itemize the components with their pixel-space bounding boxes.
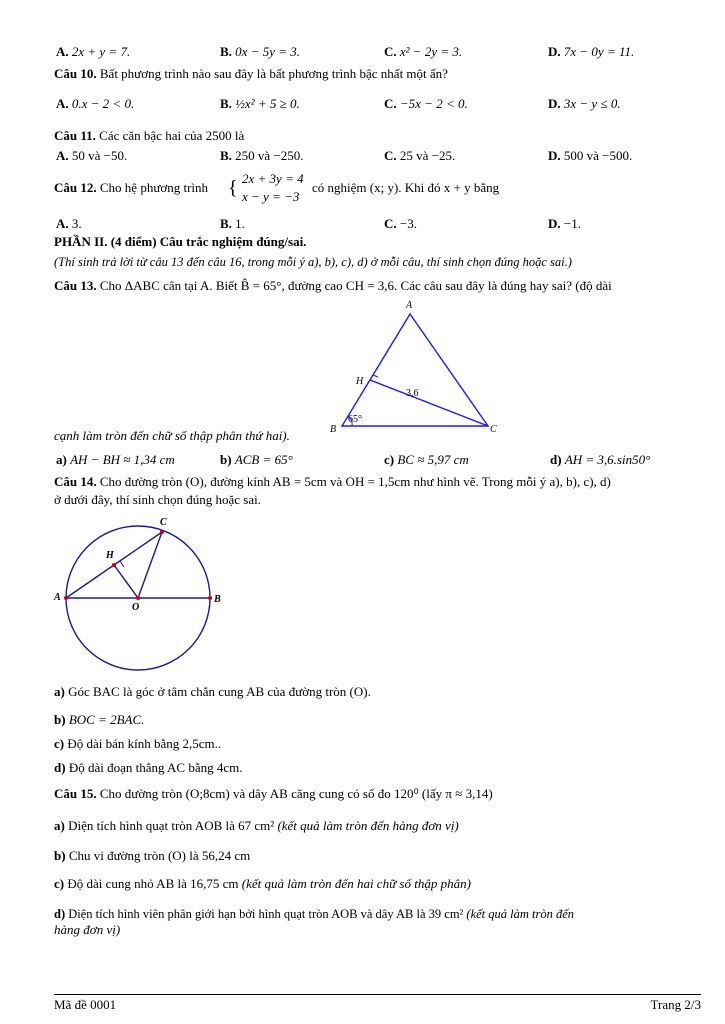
q13-item-a: a) AH − BH ≈ 1,34 cm (56, 452, 175, 467)
page-footer (54, 994, 701, 1015)
point-o (136, 596, 140, 600)
q14-item-a: a) Góc BAC là góc ở tâm chắn cung AB của đường tròn (O). (54, 684, 371, 699)
label-c: C (160, 517, 167, 528)
point-c (160, 530, 164, 534)
q14-circle-figure (50, 514, 230, 674)
q12-eq2: x − y = −3 (242, 189, 300, 204)
angle-label: 65° (348, 414, 362, 425)
label-o: O (132, 602, 140, 613)
q15-item-a: a) Diện tích hình quạt tròn AOB là 67 cm² (kết quả làm tròn đến hàng đơn vị) (54, 818, 459, 833)
q10-option-d: D. 3x − y ≤ 0. (548, 96, 621, 111)
q13-item-c: c) BC ≈ 5,97 cm (384, 452, 469, 467)
q12-system (242, 170, 304, 206)
q15-item-c: c) Độ dài cung nhỏ AB là 16,75 cm (kết quả làm tròn đến hai chữ số thập phân) (54, 876, 471, 891)
q13-stem-cont: cạnh làm tròn đến chữ số thập phân thứ hai). (54, 428, 290, 443)
q9-option-a: A. 2x + y = 7. (56, 44, 131, 59)
q15-item-d: d) Diện tích hình viên phân giới hạn bởi hình quạt tròn AOB và dây AB là 39 cm² (kết quả làm tròn đến (54, 907, 575, 921)
q10-stem: Câu 10. Bất phương trình nào sau đây là bất phương trình bậc nhất một ẩn? (54, 66, 448, 81)
q10-option-a: A. 0.x − 2 < 0. (56, 96, 135, 111)
length-label: 3,6 (406, 388, 419, 399)
q12-option-a: A. 3. (56, 216, 82, 231)
q14-item-b: b) BOC = 2BAC. (54, 712, 145, 727)
label-h: H (106, 550, 114, 561)
q11-stem: Câu 11. Các căn bậc hai của 2500 là (54, 128, 245, 143)
q13-stem: Câu 13. Cho ΔABC cân tại A. Biết B̂ = 65°, đường cao CH = 3,6. Các câu sau đây là đúng hay sai? (độ dài (54, 278, 612, 293)
q10-option-c: C. −5x − 2 < 0. (384, 96, 468, 111)
radius-oc (138, 532, 162, 598)
q13-triangle-figure (320, 296, 520, 446)
label-a: A (406, 300, 413, 311)
q9-option-b: B. 0x − 5y = 3. (220, 44, 301, 59)
q11-option-d: D. 500 và −500. (548, 148, 633, 163)
triangle-abc (342, 314, 488, 426)
q14-stem: Câu 14. Cho đường tròn (O), đường kính AB = 5cm và OH = 1,5cm như hình vẽ. Trong mỗi ý a), b), c), d) (54, 474, 611, 489)
q10-option-b: B. ½x² + 5 ≥ 0. (220, 96, 300, 111)
q15-item-d-cont: hàng đơn vị) (54, 922, 121, 937)
label-h: H (356, 376, 364, 387)
q14-stem-cont: ở dưới đây, thí sinh chọn đúng hoặc sai. (54, 492, 261, 507)
label-b: B (330, 424, 337, 435)
q12-stem: Câu 12. Cho hệ phương trình (54, 180, 209, 195)
label-a: A (54, 592, 61, 603)
q13-item-d: d) AH = 3,6.sin50° (550, 452, 651, 467)
q15-stem: Câu 15. Cho đường tròn (O;8cm) và dây AB căng cung có số đo 120⁰ (lấy π ≈ 3,14) (54, 786, 493, 801)
q11-option-a: A. 50 và −50. (56, 148, 128, 163)
q12-brace: { (228, 177, 238, 199)
q12-option-c: C. −3. (384, 216, 417, 231)
q13-item-b: b) ACB = 65° (220, 452, 293, 467)
part2-heading: PHẦN II. (4 điểm) Câu trắc nghiệm đúng/sai. (54, 234, 307, 249)
q15-item-b: b) Chu vi đường tròn (O) là 56,24 cm (54, 848, 251, 863)
q12-eq1: 2x + 3y = 4 (242, 171, 304, 186)
page-number: Trang 2/3 (650, 997, 701, 1012)
q12-option-d: D. −1. (548, 216, 581, 231)
segment-oh (114, 565, 138, 598)
q12-stem-end: có nghiệm (x; y). Khi đó x + y bằng (312, 180, 500, 195)
part2-instruction: (Thí sinh trả lời từ câu 13 đến câu 16, trong mỗi ý a), b), c), d) ở mỗi câu, thí sinh chọn đúng hoặc sai.) (54, 255, 572, 269)
point-b (208, 596, 212, 600)
point-a (64, 596, 68, 600)
q12-option-b: B. 1. (220, 216, 245, 231)
point-h (112, 563, 116, 567)
q11-option-b: B. 250 và −250. (220, 148, 304, 163)
label-b: B (214, 594, 221, 605)
q9-option-c: C. x² − 2y = 3. (384, 44, 463, 59)
label-c: C (490, 424, 497, 435)
altitude-ch (370, 380, 488, 426)
q11-option-c: C. 25 và −25. (384, 148, 456, 163)
exam-code: Mã đề 0001 (54, 997, 117, 1012)
q14-item-c: c) Độ dài bán kính bằng 2,5cm.. (54, 736, 222, 751)
q9-option-d: D. 7x − 0y = 11. (548, 44, 635, 59)
q14-item-d: d) Độ dài đoạn thẳng AC bằng 4cm. (54, 760, 243, 775)
